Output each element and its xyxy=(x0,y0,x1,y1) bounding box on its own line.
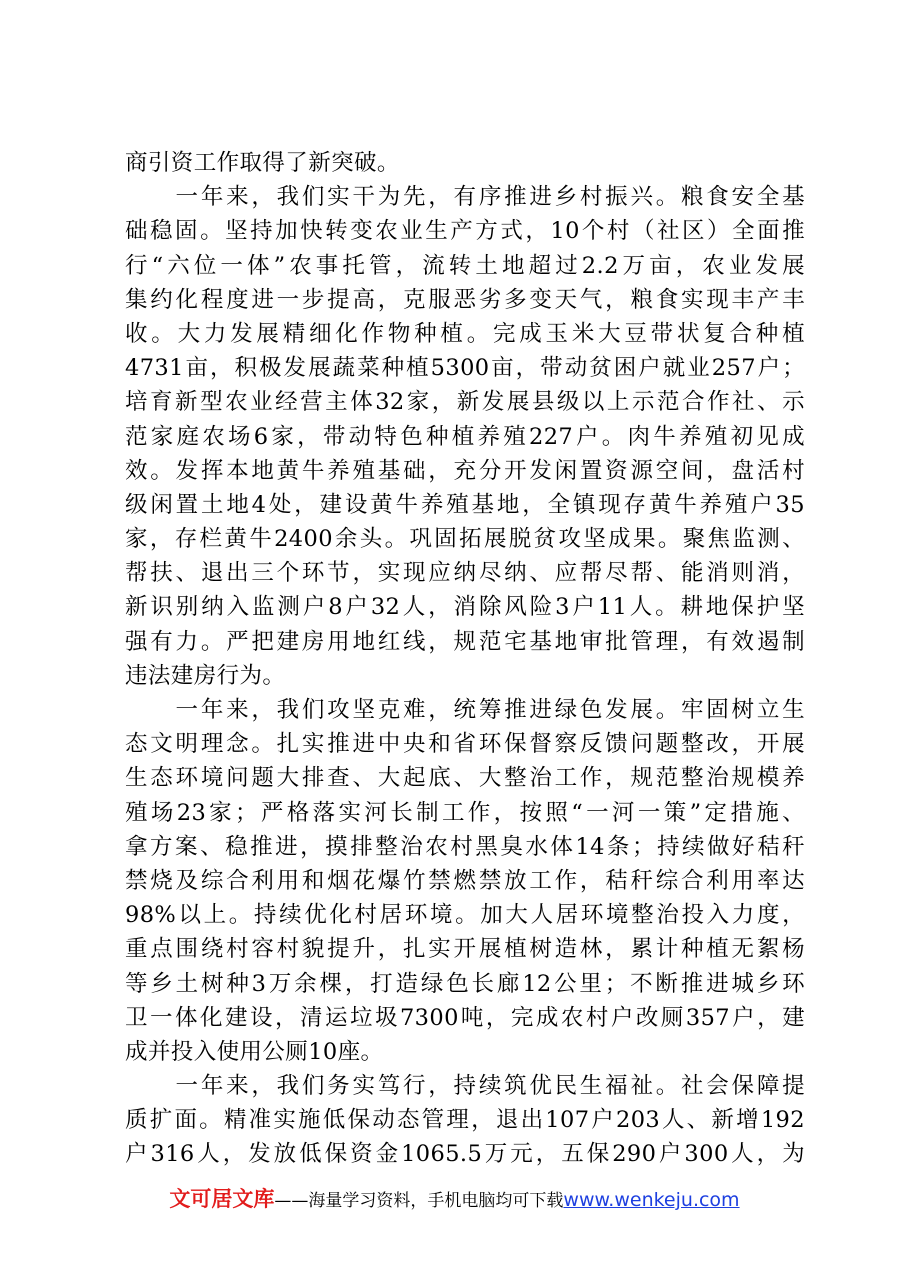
text-line: 范家庭农场6家，带动特色种植养殖227户。肉牛养殖初见成 xyxy=(125,423,805,450)
text-line: 培育新型农业经营主体32家，新发展县级以上示范合作社、示 xyxy=(125,389,805,416)
text-line: 成并投入使用公厕10座。 xyxy=(125,1038,384,1065)
text-line: 4731亩，积极发展蔬菜种植5300亩，带动贫困户就业257户； xyxy=(125,355,805,382)
text-line: 禁烧及综合利用和烟花爆竹禁燃禁放工作，秸秆综合利用率达 xyxy=(125,867,805,894)
text-line: 殖场23家；严格落实河长制工作，按照“一河一策”定措施、 xyxy=(125,799,805,826)
text-line: 拿方案、稳推进，摸排整治农村黑臭水体14条；持续做好秸秆 xyxy=(125,833,805,860)
text-line: 帮扶、退出三个环节，实现应纳尽纳、应帮尽帮、能消则消， xyxy=(125,560,805,587)
document-body xyxy=(125,146,805,1172)
text-line: 违法建房行为。 xyxy=(125,662,286,689)
text-line: 质扩面。精准实施低保动态管理，退出107户203人、新增192 xyxy=(125,1107,805,1134)
text-line: 级闲置土地4处，建设黄牛养殖基地，全镇现存黄牛养殖户35 xyxy=(125,491,805,518)
text-line: 98%以上。持续优化村居环境。加大人居环境整治投入力度， xyxy=(125,902,805,929)
text-line: 一年来，我们务实笃行，持续筑优民生福祉。社会保障提 xyxy=(125,1073,805,1100)
text-line: 生态环境问题大排查、大起底、大整治工作，规范整治规模养 xyxy=(125,765,805,792)
text-line: 效。发挥本地黄牛养殖基础，充分开发闲置资源空间，盘活村 xyxy=(125,457,805,484)
text-line: 收。大力发展精细化作物种植。完成玉米大豆带状复合种植 xyxy=(125,320,805,347)
text-line: 一年来，我们攻坚克难，统筹推进绿色发展。牢固树立生 xyxy=(125,697,805,723)
website-link[interactable]: www.wenkeju.com xyxy=(563,1189,740,1211)
footer-watermark xyxy=(0,1183,909,1213)
text-line: 商引资工作取得了新突破。 xyxy=(125,150,400,176)
text-line: 户316人，发放低保资金1065.5万元，五保290户300人，为 xyxy=(125,1141,805,1168)
text-line: 家，存栏黄牛2400余头。巩固拓展脱贫攻坚成果。聚焦监测、 xyxy=(125,526,805,553)
text-line: 一年来，我们实干为先，有序推进乡村振兴。粮食安全基 xyxy=(125,184,805,211)
text-line: 行“六位一体”农事托管，流转土地超过2.2万亩，农业发展 xyxy=(125,252,805,279)
text-line: 础稳固。坚持加快转变农业生产方式，10个村（社区）全面推 xyxy=(125,218,805,245)
text-line: 态文明理念。扎实推进中央和省环保督察反馈问题整改，开展 xyxy=(125,731,805,758)
text-line: 集约化程度进一步提高，克服恶劣多变天气，粮食实现丰产丰 xyxy=(125,286,805,313)
brand-name: 文可居文库 xyxy=(169,1187,275,1211)
text-line: 强有力。严把建房用地红线，规范宅基地审批管理，有效遏制 xyxy=(125,628,805,655)
text-line: 卫一体化建设，清运垃圾7300吨，完成农村户改厕357户，建 xyxy=(125,1004,805,1031)
footer-tagline: ——海量学习资料，手机电脑均可下载 xyxy=(274,1191,564,1211)
text-line: 新识别纳入监测户8户32人，消除风险3户11人。耕地保护坚 xyxy=(125,594,805,621)
text-lines xyxy=(125,146,805,1172)
text-line: 等乡土树种3万余棵，打造绿色长廊12公里；不断推进城乡环 xyxy=(125,970,805,997)
text-line: 重点围绕村容村貌提升，扎实开展植树造林，累计种植无絮杨 xyxy=(125,936,805,963)
